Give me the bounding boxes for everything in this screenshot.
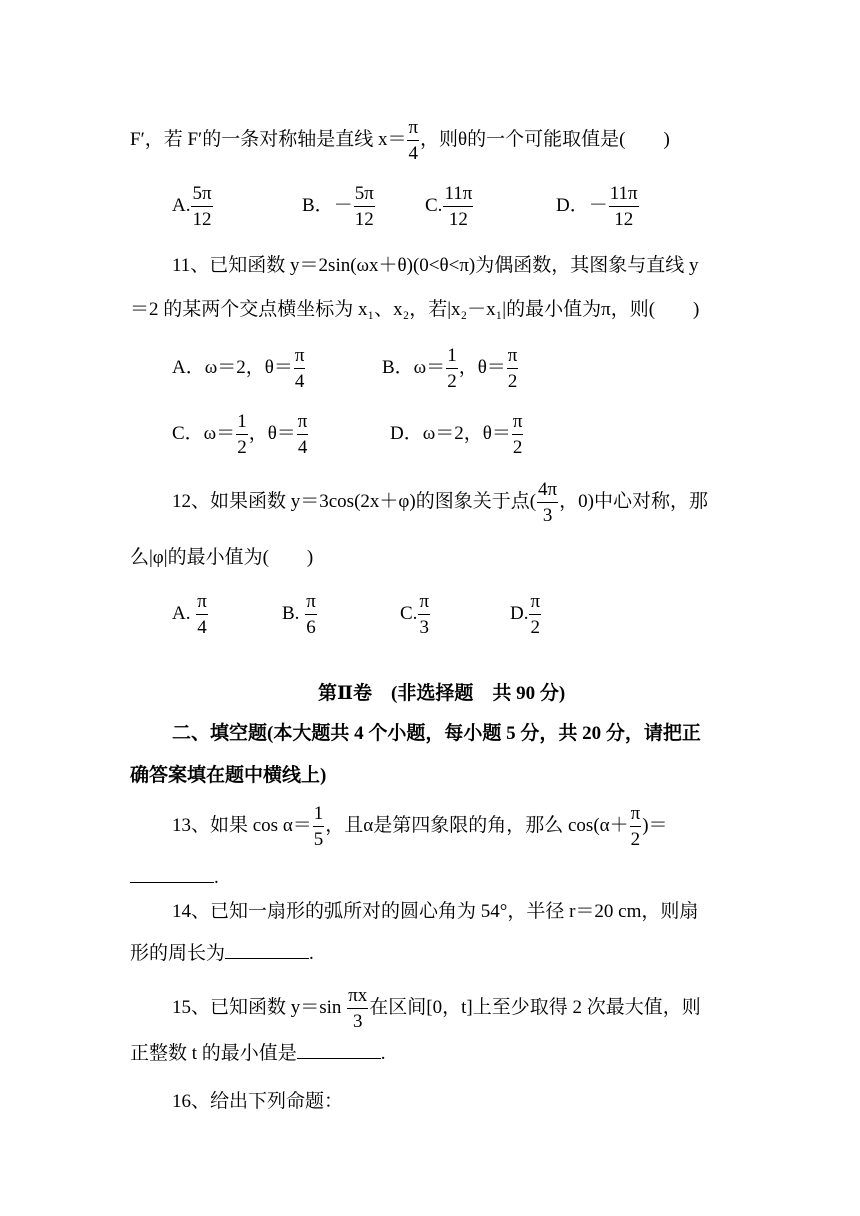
q16-line1: 16、给出下列命题： (172, 1091, 344, 1112)
q11-option-d: D．ω＝2，θ＝ $\frac{\pi}{2}$ (390, 411, 523, 458)
q12-line1: 12、如果函数 y＝3cos(2x＋φ)的图象关于点( $\frac{4\pi}{3}$ ，0)中心对称，那 (172, 479, 708, 526)
q13-line2: . (130, 866, 219, 887)
q11-option-a-frac: $\frac{\pi}{4}$ (294, 345, 305, 392)
q12-option-c: C. $\frac{\pi}{3}$ (400, 591, 430, 638)
q11-option-d-frac: $\frac{\pi}{2}$ (512, 411, 523, 458)
q15-fraction: $\frac{\pi x}{3}$ (348, 985, 368, 1032)
q12-option-d: D. $\frac{\pi}{2}$ (510, 591, 541, 638)
q15-line1: 15、已知函数 y＝sin $\frac{\pi x}{3}$ 在区间[0，t]上至少取得 2 次最大值，则 (172, 985, 701, 1032)
q11-line2: ＝2 的某两个交点横坐标为 x₁、x₂，若|x₂－x₁|的最小值为π，则( ) (130, 299, 700, 320)
q12-option-a-frac: $\frac{\pi}{4}$ (197, 591, 207, 638)
q10-option-c: C. $\frac{11\pi}{12}$ (425, 183, 473, 230)
q10-option-b: B．－ $\frac{5\pi}{12}$ (302, 183, 374, 230)
section-heading-line1: 二、填空题(本大题共 4 个小题，每小题 5 分，共 20 分，请把正 (172, 723, 701, 744)
q11-option-c-frac1: $\frac{1}{2}$ (237, 411, 247, 458)
q10-option-d-frac: $\frac{11\pi}{12}$ (609, 183, 638, 230)
section-heading-line2: 确答案填在题中横线上) (130, 765, 327, 786)
q13-frac1: $\frac{1}{5}$ (313, 803, 324, 850)
q11-option-c: C．ω＝ $\frac{1}{2}$ ，θ＝ $\frac{\pi}{4}$ (172, 411, 308, 458)
section-title: 第Ⅱ卷 (非选择题 共 90 分) (318, 683, 566, 704)
q11-option-b-frac2: $\frac{\pi}{2}$ (507, 345, 518, 392)
q14-line1: 14、已知一扇形的弧所对的圆心角为 54°，半径 r＝20 cm，则扇 (172, 901, 699, 922)
q14-line2: 形的周长为 . (130, 943, 314, 964)
q14-answer-blank[interactable] (225, 942, 309, 959)
q10-option-c-frac: $\frac{11\pi}{12}$ (444, 183, 473, 230)
q12-option-b-frac: $\frac{\pi}{6}$ (306, 591, 316, 638)
q10-option-a-frac: $\frac{5\pi}{12}$ (192, 183, 212, 230)
q12-fraction: $\frac{4\pi}{3}$ (538, 479, 558, 526)
q11-option-a: A．ω＝2，θ＝ $\frac{\pi}{4}$ (172, 345, 305, 392)
q12-option-c-frac: $\frac{\pi}{3}$ (419, 591, 430, 638)
q13-frac2: $\frac{\pi}{2}$ (630, 803, 641, 850)
q12-option-b: B. $\frac{\pi}{6}$ (282, 591, 316, 638)
q10-option-a: A. $\frac{5\pi}{12}$ (172, 183, 212, 230)
q11-option-b: B．ω＝ $\frac{1}{2}$ ，θ＝ $\frac{\pi}{2}$ (382, 345, 518, 392)
q11-option-c-frac2: $\frac{\pi}{4}$ (297, 411, 308, 458)
q10-option-d: D．－ $\frac{11\pi}{12}$ (556, 183, 638, 230)
q12-option-a: A. $\frac{\pi}{4}$ (172, 591, 207, 638)
q11-line1: 11、已知函数 y＝2sin(ωx＋θ)(0<θ<π)为偶函数，其图象与直线 y (172, 255, 699, 276)
q15-line2: 正整数 t 的最小值是 . (130, 1043, 386, 1064)
q15-answer-blank[interactable] (297, 1042, 381, 1059)
q13-line1: 13、如果 cos α＝ $\frac{1}{5}$ ，且α是第四象限的角，那么 cos(α＋ $\frac{\pi}{2}$ )＝ (172, 803, 668, 850)
q10-fraction: $\frac{\pi}{4}$ (408, 117, 419, 164)
q12-line2: 么|φ|的最小值为( ) (130, 547, 314, 568)
q13-answer-blank[interactable] (130, 866, 214, 883)
q10-option-b-frac: $\frac{5\pi}{12}$ (354, 183, 374, 230)
q10-line1: F′，若 F′的一条对称轴是直线 x＝ $\frac{\pi}{4}$ ，则θ的一个可能取值是( ) (130, 117, 670, 164)
q12-option-d-frac: $\frac{\pi}{2}$ (530, 591, 541, 638)
q11-option-b-frac1: $\frac{1}{2}$ (447, 345, 457, 392)
